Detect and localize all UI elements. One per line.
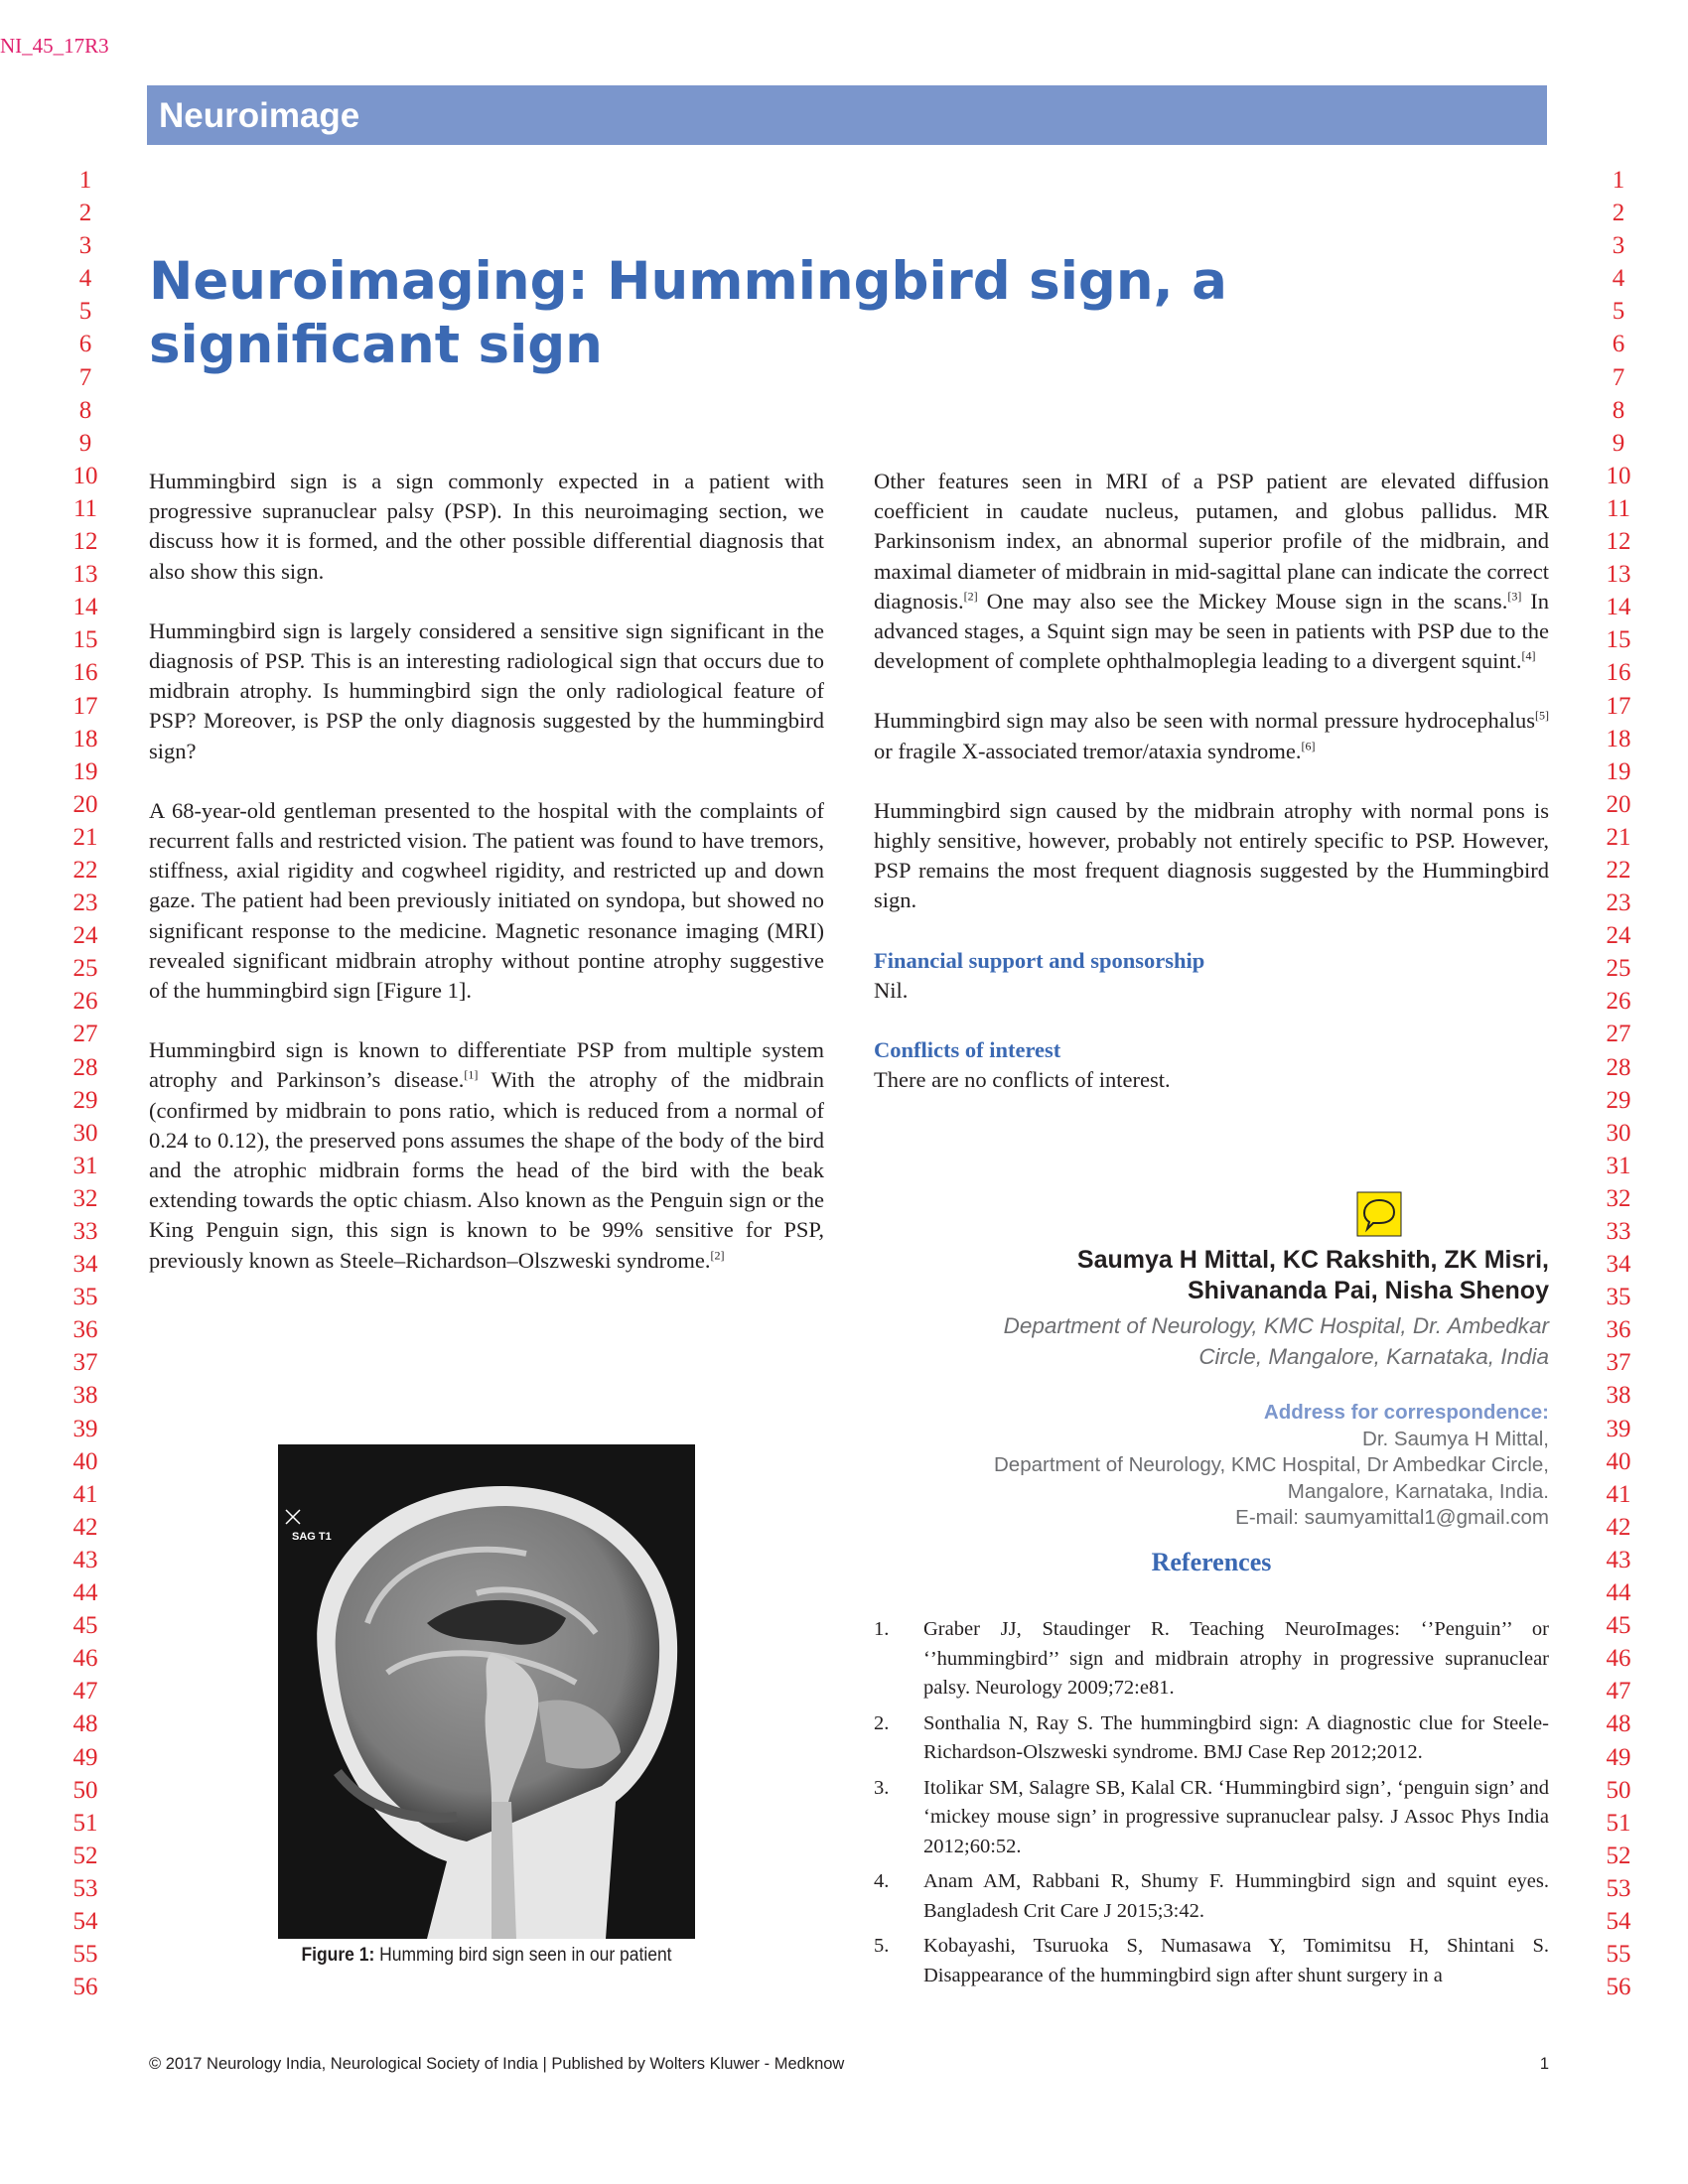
text-segment: In advanced stages, a Squint sign may be seen in patients with PSP due to the development of complete ophthalmoplegia leading to a divergent squint. [874, 588, 1549, 674]
line-number: 47 [1606, 1678, 1631, 1706]
line-number: 24 [1606, 922, 1631, 950]
line-number: 20 [72, 790, 98, 818]
line-number: 19 [1606, 757, 1631, 785]
reference-text: Itolikar SM, Salagre SB, Kalal CR. ‘Hummingbird sign’, ‘penguin sign’ and ‘mickey mouse sign’ in progressive supranuclear palsy. J Assoc Phys India 2012;60:52. [923, 1776, 1549, 1857]
line-number: 2 [1612, 200, 1625, 227]
line-number: 49 [1606, 1743, 1631, 1771]
line-number: 21 [72, 823, 98, 851]
line-number: 23 [1606, 889, 1631, 917]
line-number: 7 [1612, 363, 1625, 391]
line-number: 52 [72, 1842, 98, 1869]
line-number: 35 [72, 1284, 98, 1311]
reference-number: 3. [874, 1776, 890, 1799]
correspondence-line: Mangalore, Karnataka, India. [1287, 1479, 1549, 1503]
line-number: 45 [1606, 1612, 1631, 1640]
text-segment: or fragile X-associated tremor/ataxia syndrome. [874, 738, 1302, 763]
line-number: 14 [1606, 594, 1631, 621]
line-number: 22 [1606, 856, 1631, 884]
correspondence-address [874, 1400, 1549, 1532]
right-column [874, 467, 1549, 1125]
line-number: 33 [1606, 1218, 1631, 1245]
page-number: 1 [1539, 2055, 1549, 2073]
line-number: 19 [72, 757, 98, 785]
line-number: 41 [72, 1480, 98, 1508]
line-number: 14 [72, 594, 98, 621]
correspondence-line: Dr. Saumya H Mittal, [1362, 1427, 1549, 1450]
line-number: 17 [1606, 692, 1631, 720]
line-number: 48 [72, 1710, 98, 1738]
line-number: 43 [72, 1546, 98, 1573]
line-number: 11 [1606, 494, 1631, 522]
citation-link[interactable]: [6] [1301, 739, 1316, 753]
line-number: 9 [1612, 429, 1625, 457]
line-number: 49 [72, 1743, 98, 1771]
line-number: 56 [1606, 1974, 1631, 2001]
text-segment: One may also see the Mickey Mouse sign in the scans. [977, 588, 1508, 614]
line-number: 8 [78, 396, 92, 424]
line-number: 42 [1606, 1513, 1631, 1541]
reference-number: 4. [874, 1870, 890, 1892]
reference-item [874, 1709, 1549, 1768]
line-number: 18 [72, 725, 98, 752]
line-number: 55 [1606, 1941, 1631, 1969]
line-number: 4 [1612, 265, 1625, 293]
line-number: 26 [72, 988, 98, 1016]
line-number: 27 [1606, 1021, 1631, 1048]
line-number: 9 [78, 429, 92, 457]
line-number: 36 [72, 1316, 98, 1344]
line-number: 5 [78, 298, 92, 326]
line-number: 35 [1606, 1284, 1631, 1311]
line-number: 32 [1606, 1184, 1631, 1212]
line-number: 8 [1612, 396, 1625, 424]
line-number: 38 [1606, 1382, 1631, 1410]
author-list [874, 1245, 1549, 1306]
line-number: 26 [1606, 988, 1631, 1016]
reference-number: 2. [874, 1711, 890, 1734]
manuscript-id: NI_45_17R3 [0, 34, 109, 58]
correspondence-line: Department of Neurology, KMC Hospital, Dr Ambedkar Circle, [993, 1453, 1549, 1476]
mri-figure-image [278, 1444, 695, 1939]
reference-text: Anam AM, Rabbani R, Shumy F. Hummingbird sign and squint eyes. Bangladesh Crit Care J 2015;3:42. [923, 1870, 1549, 1922]
reference-item [874, 1615, 1549, 1704]
line-number: 56 [72, 1974, 98, 2001]
conflicts-heading: Conflicts of interest [874, 1037, 1061, 1063]
line-number: 25 [1606, 955, 1631, 983]
financial-heading: Financial support and sponsorship [874, 947, 1205, 973]
line-number: 39 [1606, 1415, 1631, 1442]
line-number: 44 [72, 1579, 98, 1607]
financial-text: Nil. [874, 977, 909, 1003]
line-number: 5 [1612, 298, 1625, 326]
text-segment: Hummingbird sign may also be seen with normal pressure hydrocephalus [874, 708, 1535, 734]
reference-item [874, 1774, 1549, 1862]
author-line: Saumya H Mittal, KC Rakshith, ZK Misri, [1076, 1246, 1549, 1274]
paragraph-other-features [874, 467, 1549, 676]
line-number: 45 [72, 1612, 98, 1640]
conflicts-section [874, 1035, 1549, 1095]
line-number: 40 [72, 1447, 98, 1475]
figure-label: Figure 1: [301, 1945, 375, 1966]
line-number: 50 [1606, 1776, 1631, 1804]
speech-bubble-icon[interactable] [1356, 1191, 1402, 1237]
correspondence-heading: Address for correspondence: [1263, 1401, 1549, 1424]
line-number: 12 [72, 528, 98, 556]
section-banner [147, 85, 1547, 145]
paragraph-conclusion: Hummingbird sign caused by the midbrain atrophy with normal pons is highly sensitive, however, probably not entirely specific to PSP. However, PSP remains the most frequent diagnosis suggested by the Hummingbird sign. [874, 797, 1549, 913]
citation-link[interactable]: [3] [1507, 589, 1522, 604]
affiliation-line: Circle, Mangalore, Karnataka, India [1198, 1344, 1549, 1369]
line-number: 42 [72, 1513, 98, 1541]
reference-text: Kobayashi, Tsuruoka S, Numasawa Y, Tomimitsu H, Shintani S. Disappearance of the hummingbird sign after shunt surgery in a [923, 1935, 1549, 1986]
line-number: 51 [72, 1809, 98, 1837]
reference-item [874, 1932, 1549, 1990]
line-number: 12 [1606, 528, 1631, 556]
citation-link[interactable]: [1] [464, 1067, 479, 1082]
paragraph-question: Hummingbird sign is largely considered a sensitive sign significant in the diagnosis of PSP. This is an interesting radiological sign that occurs due to midbrain atrophy. Is hummingbird sign the only radiological feature of PSP? Moreover, is PSP the only diagnosis suggested by the hummingbird sign? [149, 617, 824, 763]
line-number: 32 [72, 1184, 98, 1212]
line-number: 28 [72, 1053, 98, 1081]
line-number: 17 [72, 692, 98, 720]
line-number: 22 [72, 856, 98, 884]
left-column [149, 467, 824, 1305]
line-number: 1 [78, 167, 92, 194]
reference-text: Sonthalia N, Ray S. The hummingbird sign: A diagnostic clue for Steele-Richardson-Olszweski syndrome. BMJ Case Rep 2012;2012. [923, 1711, 1549, 1763]
line-number: 34 [72, 1251, 98, 1279]
paragraph-discussion [149, 1035, 824, 1276]
paragraph-differential [874, 706, 1549, 765]
line-number: 20 [1606, 790, 1631, 818]
line-number: 4 [78, 265, 92, 293]
line-number: 40 [1606, 1447, 1631, 1475]
line-numbers-left [46, 164, 125, 2003]
text-segment: Other features seen in MRI of a PSP patient are elevated diffusion coefficient in caudate nucleus, putamen, and globus pallidus. MR Parkinsonism index, an abnormal superior profile of the midbrain, and maximal diameter of midbrain in mid-sagittal plane can indicate the correct diagnosis. [874, 469, 1549, 614]
line-number: 47 [72, 1678, 98, 1706]
line-number: 31 [72, 1152, 98, 1179]
line-number: 55 [72, 1941, 98, 1969]
page-footer [149, 2055, 1549, 2074]
line-number: 48 [1606, 1710, 1631, 1738]
line-number: 54 [1606, 1907, 1631, 1935]
line-number: 25 [72, 955, 98, 983]
references-heading: References [1151, 1548, 1272, 1576]
reference-number: 5. [874, 1935, 890, 1957]
line-number: 54 [72, 1907, 98, 1935]
line-number: 43 [1606, 1546, 1631, 1573]
line-number: 46 [72, 1645, 98, 1673]
line-number: 51 [1606, 1809, 1631, 1837]
scan-sequence-label: SAG T1 [292, 1531, 332, 1543]
line-number: 33 [72, 1218, 98, 1245]
line-number: 7 [78, 363, 92, 391]
line-number: 16 [72, 659, 98, 687]
line-number: 29 [72, 1086, 98, 1114]
line-number: 16 [1606, 659, 1631, 687]
line-number: 2 [78, 200, 92, 227]
line-number: 15 [72, 626, 98, 654]
line-number: 15 [1606, 626, 1631, 654]
line-number: 10 [1606, 462, 1631, 489]
line-number: 10 [72, 462, 98, 489]
author-line: Shivananda Pai, Nisha Shenoy [1187, 1277, 1549, 1304]
figure-caption [176, 1945, 797, 1967]
line-number: 52 [1606, 1842, 1631, 1869]
reference-text: Graber JJ, Staudinger R. Teaching NeuroImages: ‘’Penguin’’ or ‘’hummingbird’’ sign and midbrain atrophy in progressive supranuclear palsy. Neurology 2009;72:e81. [923, 1618, 1549, 1699]
reference-item [874, 1867, 1549, 1926]
line-number: 53 [1606, 1874, 1631, 1902]
correspondence-email[interactable]: E-mail: saumyamittal1@gmail.com [1235, 1506, 1549, 1529]
paragraph-case: A 68-year-old gentleman presented to the hospital with the complaints of recurrent falls and restricted vision. The patient was found to have tremors, stiffness, axial rigidity and cogwheel rigidity, and restricted up and down gaze. The patient had been previously initiated on syndopa, but showed no significant response to the medicine. Magnetic resonance imaging (MRI) revealed significant midbrain atrophy without pontine atrophy suggestive of the hummingbird sign [Figure 1]. [149, 797, 824, 1004]
text-segment: With the atrophy of the midbrain (confirmed by midbrain to pons ratio, which is reduced from a normal of 0.24 to 0.12), the preserved pons assumes the shape of the body of the bird and the atrophic midbrain forms the head of the bird with the beak extending towards the optic chiasm. Also known as the Penguin sign or the King Penguin sign, this sign is known to be 99% sensitive for PSP, previously known as Steele–Richardson–Olszweski syndrome. [149, 1067, 824, 1273]
line-number: 6 [1612, 331, 1625, 358]
affiliation-line: Department of Neurology, KMC Hospital, Dr. Ambedkar [1003, 1313, 1549, 1338]
line-number: 50 [72, 1776, 98, 1804]
line-number: 13 [72, 561, 98, 589]
line-number: 36 [1606, 1316, 1631, 1344]
line-number: 3 [78, 232, 92, 260]
text-segment: Hummingbird sign is known to differentiate PSP from multiple system atrophy and Parkinson’s disease. [149, 1037, 824, 1093]
line-number: 23 [72, 889, 98, 917]
line-number: 3 [1612, 232, 1625, 260]
line-number: 41 [1606, 1480, 1631, 1508]
reference-number: 1. [874, 1618, 890, 1640]
line-number: 6 [78, 331, 92, 358]
line-number: 30 [72, 1119, 98, 1147]
line-number: 21 [1606, 823, 1631, 851]
copyright-notice: © 2017 Neurology India, Neurological Society of India | Published by Wolters Kluwer - Medknow [149, 2055, 845, 2073]
line-number: 37 [1606, 1349, 1631, 1377]
affiliation [874, 1310, 1549, 1372]
line-number: 39 [72, 1415, 98, 1442]
line-number: 13 [1606, 561, 1631, 589]
line-number: 30 [1606, 1119, 1631, 1147]
section-label: Neuroimage [159, 96, 360, 135]
line-numbers-right [1579, 164, 1658, 2003]
line-number: 46 [1606, 1645, 1631, 1673]
line-number: 11 [72, 494, 98, 522]
article-title: Neuroimaging: Hummingbird sign, a significant sign [149, 251, 1227, 375]
conflicts-text: There are no conflicts of interest. [874, 1067, 1171, 1093]
line-number: 53 [72, 1874, 98, 1902]
paragraph-intro: Hummingbird sign is a sign commonly expected in a patient with progressive supranuclear palsy (PSP). In this neuroimaging section, we discuss how it is formed, and the other possible differential diagnosis that also show this sign. [149, 469, 824, 584]
line-number: 37 [72, 1349, 98, 1377]
line-number: 34 [1606, 1251, 1631, 1279]
line-number: 28 [1606, 1053, 1631, 1081]
line-number: 44 [1606, 1579, 1631, 1607]
line-number: 1 [1612, 167, 1625, 194]
citation-link[interactable]: [4] [1521, 648, 1536, 663]
line-number: 18 [1606, 725, 1631, 752]
citation-link[interactable]: [2] [963, 589, 978, 604]
line-number: 27 [72, 1021, 98, 1048]
line-number: 31 [1606, 1152, 1631, 1179]
citation-link[interactable]: [2] [710, 1248, 725, 1263]
line-number: 24 [72, 922, 98, 950]
reference-list [874, 1615, 1549, 1996]
financial-section [874, 946, 1549, 1006]
line-number: 38 [72, 1382, 98, 1410]
line-number: 29 [1606, 1086, 1631, 1114]
figure-caption-text: Humming bird sign seen in our patient [374, 1945, 672, 1966]
citation-link[interactable]: [5] [1535, 708, 1549, 723]
